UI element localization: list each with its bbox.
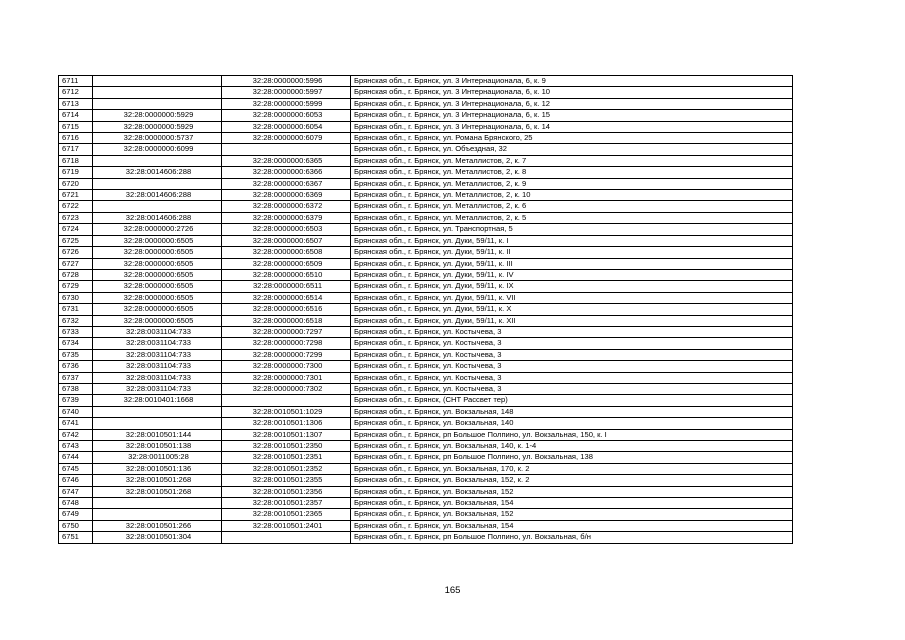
address-cell: Брянская обл., г. Брянск, ул. Металлистов, 2, к. 5	[351, 212, 793, 223]
cadastral-number-cell: 32:28:0000000:5999	[222, 98, 351, 109]
address-cell: Брянская обл., г. Брянск, ул. Дуки, 59/11, к. XII	[351, 315, 793, 326]
address-cell: Брянская обл., г. Брянск, ул. Металлистов, 2, к. 8	[351, 167, 793, 178]
address-cell: Брянская обл., г. Брянск, ул. Вокзальная, 152, к. 2	[351, 475, 793, 486]
parent-cadastral-number-cell: 32:28:0000000:6505	[93, 258, 222, 269]
parent-cadastral-number-cell: 32:28:0031104:733	[93, 383, 222, 394]
parent-cadastral-number-cell: 32:28:0011005:28	[93, 452, 222, 463]
address-cell: Брянская обл., г. Брянск, ул. Вокзальная, 148	[351, 406, 793, 417]
cadastral-number-cell: 32:28:0000000:6509	[222, 258, 351, 269]
cadastral-number-cell: 32:28:0000000:6365	[222, 155, 351, 166]
row-number-cell: 6725	[59, 235, 93, 246]
cadastral-number-cell: 32:28:0010501:1306	[222, 418, 351, 429]
table-row	[59, 338, 793, 349]
address-cell: Брянская обл., г. Брянск, ул. Вокзальная, 140	[351, 418, 793, 429]
address-cell: Брянская обл., г. Брянск, рп Большое Полпино, ул. Вокзальная, б/н	[351, 532, 793, 543]
parent-cadastral-number-cell: 32:28:0000000:2726	[93, 224, 222, 235]
address-cell: Брянская обл., г. Брянск, ул. Вокзальная, 154	[351, 520, 793, 531]
parent-cadastral-number-cell	[93, 98, 222, 109]
table-row	[59, 372, 793, 383]
table-row	[59, 406, 793, 417]
parent-cadastral-number-cell: 32:28:0014606:288	[93, 212, 222, 223]
parent-cadastral-number-cell: 32:28:0000000:6505	[93, 235, 222, 246]
cadastral-number-cell: 32:28:0000000:6053	[222, 110, 351, 121]
address-cell: Брянская обл., г. Брянск, ул. Металлистов, 2, к. 6	[351, 201, 793, 212]
parent-cadastral-number-cell	[93, 87, 222, 98]
address-cell: Брянская обл., г. Брянск, ул. Объездная, 32	[351, 144, 793, 155]
parent-cadastral-number-cell: 32:28:0014606:288	[93, 167, 222, 178]
address-cell: Брянская обл., г. Брянск, (СНТ Рассвет тер)	[351, 395, 793, 406]
cadastral-number-cell: 32:28:0010501:2401	[222, 520, 351, 531]
parent-cadastral-number-cell: 32:28:0000000:5929	[93, 110, 222, 121]
row-number-cell: 6711	[59, 76, 93, 87]
address-cell: Брянская обл., г. Брянск, ул. Металлистов, 2, к. 10	[351, 190, 793, 201]
row-number-cell: 6715	[59, 121, 93, 132]
parent-cadastral-number-cell: 32:28:0031104:733	[93, 349, 222, 360]
row-number-cell: 6751	[59, 532, 93, 543]
parent-cadastral-number-cell: 32:28:0014606:288	[93, 190, 222, 201]
parent-cadastral-number-cell	[93, 178, 222, 189]
row-number-cell: 6716	[59, 133, 93, 144]
cadastral-number-cell: 32:28:0000000:6372	[222, 201, 351, 212]
table-row	[59, 235, 793, 246]
document-page	[58, 75, 792, 544]
table-row	[59, 429, 793, 440]
row-number-cell: 6712	[59, 87, 93, 98]
cadastral-number-cell	[222, 395, 351, 406]
table-row	[59, 441, 793, 452]
address-cell: Брянская обл., г. Брянск, ул. Дуки, 59/11, к. III	[351, 258, 793, 269]
cadastral-number-cell: 32:28:0000000:7302	[222, 383, 351, 394]
address-cell: Брянская обл., г. Брянск, ул. 3 Интернационала, 6, к. 12	[351, 98, 793, 109]
table-row	[59, 178, 793, 189]
parent-cadastral-number-cell: 32:28:0010501:144	[93, 429, 222, 440]
row-number-cell: 6750	[59, 520, 93, 531]
address-cell: Брянская обл., г. Брянск, ул. Металлистов, 2, к. 9	[351, 178, 793, 189]
parent-cadastral-number-cell: 32:28:0000000:5737	[93, 133, 222, 144]
row-number-cell: 6740	[59, 406, 93, 417]
address-cell: Брянская обл., г. Брянск, ул. Вокзальная, 154	[351, 498, 793, 509]
parent-cadastral-number-cell: 32:28:0010501:268	[93, 475, 222, 486]
parent-cadastral-number-cell: 32:28:0010401:1668	[93, 395, 222, 406]
cadastral-number-cell: 32:28:0000000:6503	[222, 224, 351, 235]
cadastral-number-cell: 32:28:0010501:1029	[222, 406, 351, 417]
row-number-cell: 6744	[59, 452, 93, 463]
address-cell: Брянская обл., г. Брянск, рп Большое Полпино, ул. Вокзальная, 138	[351, 452, 793, 463]
row-number-cell: 6714	[59, 110, 93, 121]
table-row	[59, 509, 793, 520]
cadastral-number-cell: 32:28:0000000:6379	[222, 212, 351, 223]
cadastral-number-cell: 32:28:0000000:7299	[222, 349, 351, 360]
cadastral-number-cell: 32:28:0000000:5997	[222, 87, 351, 98]
parent-cadastral-number-cell	[93, 418, 222, 429]
address-cell: Брянская обл., г. Брянск, ул. Металлистов, 2, к. 7	[351, 155, 793, 166]
parent-cadastral-number-cell: 32:28:0031104:733	[93, 338, 222, 349]
cadastral-number-cell: 32:28:0000000:6510	[222, 269, 351, 280]
parent-cadastral-number-cell	[93, 76, 222, 87]
address-cell: Брянская обл., г. Брянск, ул. Дуки, 59/11, к. I	[351, 235, 793, 246]
address-cell: Брянская обл., г. Брянск, ул. Вокзальная, 140, к. 1-4	[351, 441, 793, 452]
row-number-cell: 6720	[59, 178, 93, 189]
row-number-cell: 6749	[59, 509, 93, 520]
row-number-cell: 6713	[59, 98, 93, 109]
parent-cadastral-number-cell: 32:28:0031104:733	[93, 372, 222, 383]
cadastral-number-cell: 32:28:0000000:6369	[222, 190, 351, 201]
row-number-cell: 6728	[59, 269, 93, 280]
cadastral-number-cell	[222, 532, 351, 543]
cadastral-number-cell	[222, 144, 351, 155]
row-number-cell: 6748	[59, 498, 93, 509]
parent-cadastral-number-cell: 32:28:0000000:6099	[93, 144, 222, 155]
address-cell: Брянская обл., г. Брянск, ул. 3 Интернационала, 6, к. 9	[351, 76, 793, 87]
address-cell: Брянская обл., г. Брянск, ул. 3 Интернационала, 6, к. 10	[351, 87, 793, 98]
cadastral-number-cell: 32:28:0010501:2365	[222, 509, 351, 520]
parent-cadastral-number-cell: 32:28:0000000:5929	[93, 121, 222, 132]
address-cell: Брянская обл., г. Брянск, ул. Костычева, 3	[351, 338, 793, 349]
row-number-cell: 6718	[59, 155, 93, 166]
cadastral-number-cell: 32:28:0010501:2357	[222, 498, 351, 509]
address-cell: Брянская обл., г. Брянск, ул. 3 Интернационала, 6, к. 15	[351, 110, 793, 121]
parent-cadastral-number-cell: 32:28:0010501:266	[93, 520, 222, 531]
table-row	[59, 452, 793, 463]
cadastral-number-cell: 32:28:0010501:2356	[222, 486, 351, 497]
table-row	[59, 269, 793, 280]
parent-cadastral-number-cell	[93, 498, 222, 509]
row-number-cell: 6736	[59, 361, 93, 372]
table-row	[59, 87, 793, 98]
cadastral-number-cell: 32:28:0000000:6518	[222, 315, 351, 326]
row-number-cell: 6738	[59, 383, 93, 394]
table-row	[59, 110, 793, 121]
address-cell: Брянская обл., г. Брянск, ул. Романа Брянского, 25	[351, 133, 793, 144]
parent-cadastral-number-cell: 32:28:0000000:6505	[93, 281, 222, 292]
address-cell: Брянская обл., г. Брянск, ул. Вокзальная, 152	[351, 509, 793, 520]
row-number-cell: 6729	[59, 281, 93, 292]
cadastral-number-cell: 32:28:0010501:2350	[222, 441, 351, 452]
row-number-cell: 6717	[59, 144, 93, 155]
cadastral-number-cell: 32:28:0000000:7300	[222, 361, 351, 372]
cadastral-number-cell: 32:28:0000000:6054	[222, 121, 351, 132]
row-number-cell: 6739	[59, 395, 93, 406]
address-cell: Брянская обл., г. Брянск, ул. Костычева, 3	[351, 372, 793, 383]
row-number-cell: 6742	[59, 429, 93, 440]
table-row	[59, 212, 793, 223]
address-cell: Брянская обл., г. Брянск, ул. Вокзальная, 152	[351, 486, 793, 497]
cadastral-table	[58, 75, 793, 544]
row-number-cell: 6746	[59, 475, 93, 486]
row-number-cell: 6730	[59, 292, 93, 303]
parent-cadastral-number-cell: 32:28:0031104:733	[93, 361, 222, 372]
table-row	[59, 520, 793, 531]
cadastral-number-cell: 32:28:0000000:6511	[222, 281, 351, 292]
cadastral-number-cell: 32:28:0000000:6367	[222, 178, 351, 189]
parent-cadastral-number-cell: 32:28:0000000:6505	[93, 304, 222, 315]
row-number-cell: 6722	[59, 201, 93, 212]
table-row	[59, 498, 793, 509]
cadastral-number-cell: 32:28:0000000:7298	[222, 338, 351, 349]
parent-cadastral-number-cell	[93, 406, 222, 417]
address-cell: Брянская обл., г. Брянск, ул. Костычева, 3	[351, 361, 793, 372]
table-row	[59, 133, 793, 144]
parent-cadastral-number-cell: 32:28:0010501:138	[93, 441, 222, 452]
table-row	[59, 281, 793, 292]
cadastral-number-cell: 32:28:0000000:6507	[222, 235, 351, 246]
address-cell: Брянская обл., г. Брянск, ул. Костычева, 3	[351, 349, 793, 360]
parent-cadastral-number-cell: 32:28:0010501:304	[93, 532, 222, 543]
table-row	[59, 361, 793, 372]
table-row	[59, 395, 793, 406]
cadastral-number-cell: 32:28:0000000:6508	[222, 247, 351, 258]
table-row	[59, 383, 793, 394]
cadastral-number-cell: 32:28:0000000:7297	[222, 326, 351, 337]
cadastral-number-cell: 32:28:0000000:6366	[222, 167, 351, 178]
table-row	[59, 155, 793, 166]
row-number-cell: 6726	[59, 247, 93, 258]
address-cell: Брянская обл., г. Брянск, рп Большое Полпино, ул. Вокзальная, 150, к. I	[351, 429, 793, 440]
cadastral-number-cell: 32:28:0010501:2355	[222, 475, 351, 486]
table-row	[59, 98, 793, 109]
cadastral-number-cell: 32:28:0000000:6516	[222, 304, 351, 315]
row-number-cell: 6745	[59, 463, 93, 474]
row-number-cell: 6721	[59, 190, 93, 201]
parent-cadastral-number-cell	[93, 509, 222, 520]
table-row	[59, 292, 793, 303]
cadastral-number-cell: 32:28:0000000:7301	[222, 372, 351, 383]
row-number-cell: 6737	[59, 372, 93, 383]
cadastral-number-cell: 32:28:0010501:2351	[222, 452, 351, 463]
address-cell: Брянская обл., г. Брянск, ул. Дуки, 59/11, к. IX	[351, 281, 793, 292]
address-cell: Брянская обл., г. Брянск, ул. Костычева, 3	[351, 383, 793, 394]
table-row	[59, 201, 793, 212]
row-number-cell: 6723	[59, 212, 93, 223]
table-row	[59, 326, 793, 337]
row-number-cell: 6731	[59, 304, 93, 315]
table-row	[59, 247, 793, 258]
address-cell: Брянская обл., г. Брянск, ул. Костычева, 3	[351, 326, 793, 337]
table-row	[59, 418, 793, 429]
table-row	[59, 190, 793, 201]
cadastral-number-cell: 32:28:0000000:5996	[222, 76, 351, 87]
address-cell: Брянская обл., г. Брянск, ул. Дуки, 59/11, к. VII	[351, 292, 793, 303]
table-row	[59, 486, 793, 497]
address-cell: Брянская обл., г. Брянск, ул. Дуки, 59/11, к. X	[351, 304, 793, 315]
row-number-cell: 6733	[59, 326, 93, 337]
table-row	[59, 315, 793, 326]
table-row	[59, 475, 793, 486]
row-number-cell: 6734	[59, 338, 93, 349]
table-row	[59, 349, 793, 360]
address-cell: Брянская обл., г. Брянск, ул. Дуки, 59/11, к. IV	[351, 269, 793, 280]
address-cell: Брянская обл., г. Брянск, ул. Вокзальная, 170, к. 2	[351, 463, 793, 474]
cadastral-number-cell: 32:28:0010501:1307	[222, 429, 351, 440]
table-row	[59, 304, 793, 315]
table-row	[59, 224, 793, 235]
table-row	[59, 76, 793, 87]
table-row	[59, 121, 793, 132]
address-cell: Брянская обл., г. Брянск, ул. Транспортная, 5	[351, 224, 793, 235]
table-row	[59, 144, 793, 155]
table-row	[59, 463, 793, 474]
cadastral-number-cell: 32:28:0000000:6079	[222, 133, 351, 144]
cadastral-number-cell: 32:28:0010501:2352	[222, 463, 351, 474]
parent-cadastral-number-cell: 32:28:0010501:268	[93, 486, 222, 497]
parent-cadastral-number-cell: 32:28:0000000:6505	[93, 247, 222, 258]
table-row	[59, 532, 793, 543]
parent-cadastral-number-cell: 32:28:0000000:6505	[93, 292, 222, 303]
row-number-cell: 6741	[59, 418, 93, 429]
cadastral-number-cell: 32:28:0000000:6514	[222, 292, 351, 303]
row-number-cell: 6747	[59, 486, 93, 497]
row-number-cell: 6735	[59, 349, 93, 360]
parent-cadastral-number-cell: 32:28:0010501:136	[93, 463, 222, 474]
row-number-cell: 6719	[59, 167, 93, 178]
table-body	[59, 76, 793, 544]
row-number-cell: 6732	[59, 315, 93, 326]
parent-cadastral-number-cell: 32:28:0031104:733	[93, 326, 222, 337]
table-row	[59, 167, 793, 178]
parent-cadastral-number-cell	[93, 201, 222, 212]
parent-cadastral-number-cell	[93, 155, 222, 166]
row-number-cell: 6724	[59, 224, 93, 235]
address-cell: Брянская обл., г. Брянск, ул. 3 Интернационала, 6, к. 14	[351, 121, 793, 132]
table-row	[59, 258, 793, 269]
address-cell: Брянская обл., г. Брянск, ул. Дуки, 59/11, к. II	[351, 247, 793, 258]
parent-cadastral-number-cell: 32:28:0000000:6505	[93, 315, 222, 326]
row-number-cell: 6743	[59, 441, 93, 452]
page-number: 165	[444, 585, 461, 596]
row-number-cell: 6727	[59, 258, 93, 269]
parent-cadastral-number-cell: 32:28:0000000:6505	[93, 269, 222, 280]
